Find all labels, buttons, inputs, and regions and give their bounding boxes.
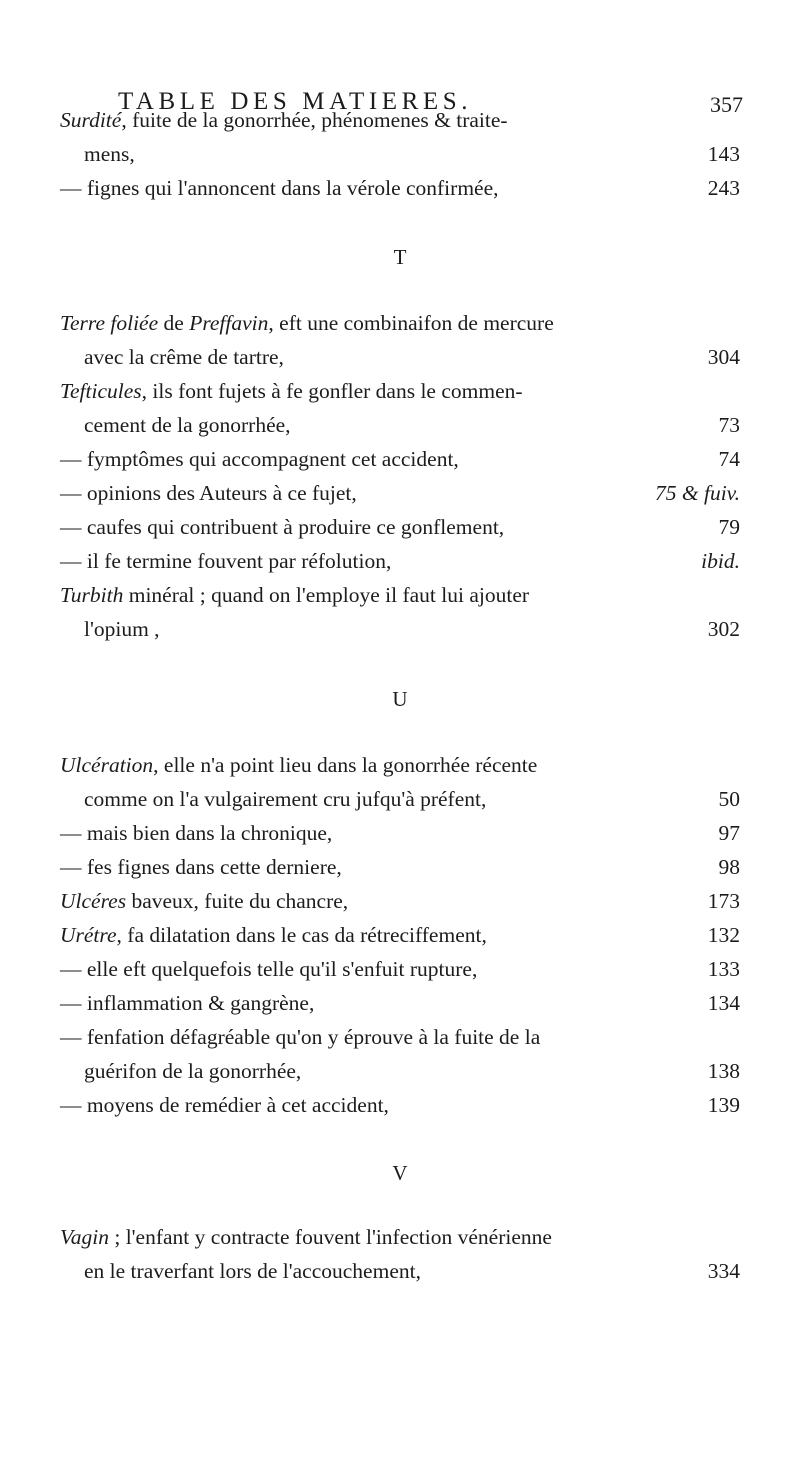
entry-text: — fymptômes qui accompagnent cet accident, [60, 447, 459, 471]
index-entry [60, 1254, 740, 1288]
entry-page: 79 [718, 515, 740, 539]
entry-text: comme on l'a vulgairement cru jufqu'à préfent, [84, 787, 487, 811]
page-number: 357 [710, 92, 743, 117]
entry-page: 173 [707, 889, 740, 913]
index-entry [60, 612, 740, 646]
entry-head: Terre foliée [60, 311, 159, 335]
entry-text: — fignes qui l'annoncent dans la vérole confirmée, [60, 176, 499, 200]
index-entry [60, 918, 740, 952]
index-entry [60, 306, 740, 340]
index-entry [60, 816, 740, 850]
index-entry [60, 748, 740, 782]
entry-text: mens, [84, 142, 135, 166]
entry-text: ; l'enfant y contracte fouvent l'infection vénérienne [108, 1225, 552, 1249]
section-letter-u: U [392, 687, 408, 711]
index-entry [60, 884, 740, 918]
entry-page: 74 [718, 447, 740, 471]
index-entry [60, 442, 740, 476]
section-letter-v: V [392, 1161, 408, 1185]
entry-page: 302 [707, 617, 740, 641]
index-entry [60, 578, 740, 612]
entry-page: 138 [707, 1059, 740, 1083]
entry-page: ibid. [701, 549, 740, 573]
entry-text: de [158, 311, 190, 335]
running-title: TABLE DES MATIERES. [118, 88, 473, 115]
entry-head: Preffavin [189, 311, 269, 335]
entry-head: Ulcération [60, 753, 154, 777]
entry-page: 304 [707, 345, 740, 369]
entry-text: minéral ; quand on l'employe il faut lui ajouter [123, 583, 530, 607]
entry-text: cement de la gonorrhée, [84, 413, 291, 437]
entry-text: , elle n'a point lieu dans la gonorrhée récente [153, 753, 538, 777]
entry-text: , ils font fujets à fe gonfler dans le commen- [141, 379, 523, 403]
index-entry [60, 103, 740, 137]
entry-text: — caufes qui contribuent à produire ce gonflement, [60, 515, 505, 539]
entry-page: 50 [718, 787, 740, 811]
entry-text: , fa dilatation dans le cas da rétreciffement, [116, 923, 487, 947]
entry-head: Urétre [60, 923, 117, 947]
entry-page: 97 [718, 821, 740, 845]
index-entry [60, 137, 740, 171]
entry-text: avec la crême de tartre, [84, 345, 284, 369]
index-entry [60, 782, 740, 816]
entry-text: — fes fignes dans cette derniere, [60, 855, 342, 879]
index-entry [60, 1088, 740, 1122]
index-entry [60, 1020, 740, 1054]
entry-head: Turbith [60, 583, 124, 607]
entry-page: 139 [707, 1093, 740, 1117]
index-entry [60, 1220, 740, 1254]
index-entry [60, 510, 740, 544]
entry-page: 334 [707, 1259, 740, 1283]
index-entry [60, 340, 740, 374]
section-letter-t: T [393, 245, 407, 269]
entry-page: 143 [707, 142, 740, 166]
entry-head: Surdité [60, 108, 122, 132]
entry-head: Tefticules [60, 379, 142, 403]
entry-page: 132 [707, 923, 740, 947]
entry-page: 98 [718, 855, 740, 879]
index-entry [60, 986, 740, 1020]
index-entry [60, 1054, 740, 1088]
index-entry [60, 171, 740, 205]
entry-text: , eft une combinaifon de mercure [268, 311, 554, 335]
entry-text: , fuite de la gonorrhée, phénomenes & traite- [121, 108, 508, 132]
entry-text: — elle eft quelquefois telle qu'il s'enfuit rupture, [60, 957, 478, 981]
entry-text: — mais bien dans la chronique, [60, 821, 333, 845]
entry-page: 133 [707, 957, 740, 981]
index-entry [60, 544, 740, 578]
entry-text: — il fe termine fouvent par réfolution, [60, 549, 392, 573]
entry-text: guérifon de la gonorrhée, [84, 1059, 302, 1083]
entry-head: Vagin [60, 1225, 109, 1249]
entry-page: 73 [718, 413, 740, 437]
entry-text: — fenfation défagréable qu'on y éprouve à la fuite de la [60, 1025, 541, 1049]
entry-text: l'opium , [84, 617, 160, 641]
entry-head: Ulcéres [60, 889, 127, 913]
entry-page: 75 & fuiv. [655, 481, 740, 505]
entry-page: 243 [707, 176, 740, 200]
entry-text: baveux, fuite du chancre, [126, 889, 349, 913]
index-entry [60, 374, 740, 408]
index-entry [60, 850, 740, 884]
index-entry [60, 408, 740, 442]
entry-text: — moyens de remédier à cet accident, [60, 1093, 389, 1117]
entry-text: en le traverfant lors de l'accouchement, [84, 1259, 421, 1283]
index-entry [60, 952, 740, 986]
entry-text: — opinions des Auteurs à ce fujet, [60, 481, 357, 505]
entry-page: 134 [707, 991, 740, 1015]
entry-text: — inflammation & gangrène, [60, 991, 315, 1015]
index-entry [60, 476, 740, 510]
